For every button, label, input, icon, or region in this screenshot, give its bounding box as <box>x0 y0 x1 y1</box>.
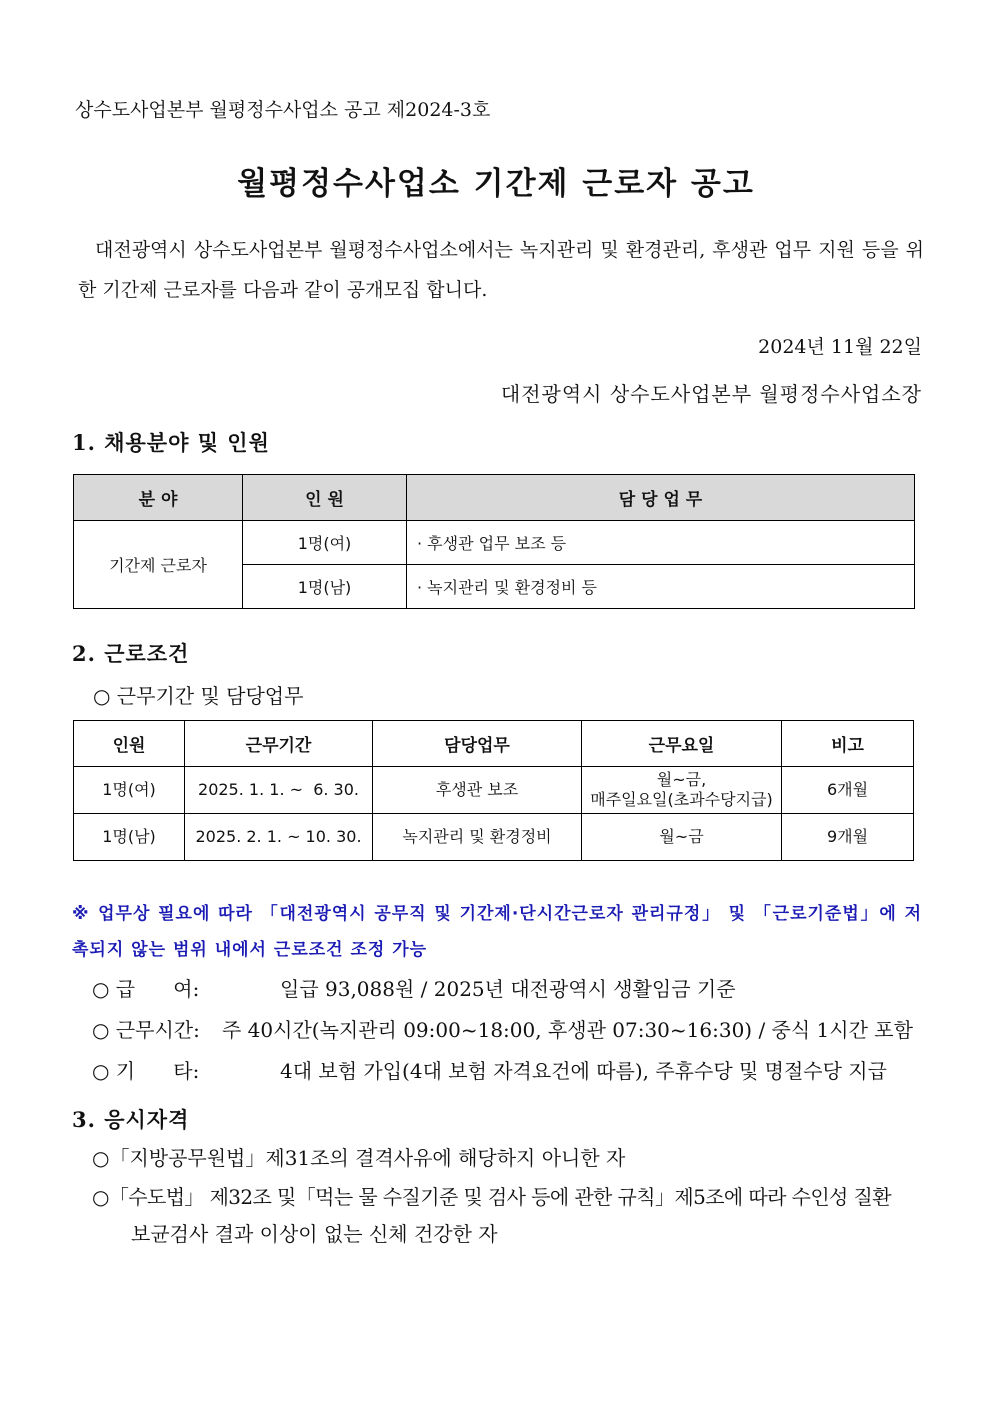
condition-label: ○ 기 타: <box>92 1059 200 1083</box>
conditions-table <box>73 720 914 861</box>
days-cell: 월~금 <box>582 814 782 861</box>
section3-heading: 3. 응시자격 <box>72 1107 190 1132</box>
duty-cell: · 녹지관리 및 환경정비 등 <box>407 565 915 609</box>
section1-heading: 1. 채용분야 및 인원 <box>72 430 270 455</box>
count-cell: 1명(여) <box>243 521 407 565</box>
note-cell: 6개월 <box>782 767 914 814</box>
caution-note: ※ 업무상 필요에 따라 「대전광역시 공무직 및 기간제·단시간근로자 관리규정」 및 「근로기준법」에 저촉되지 않는 범위 내에서 근로조건 조정 가능 <box>72 904 922 960</box>
duty-cell: 후생관 보조 <box>373 767 582 814</box>
period-cell: 2025. 2. 1. ~ 10. 30. <box>185 814 373 861</box>
condition-label: ○ 급 여: <box>92 977 200 1001</box>
condition-text: 일급 93,088원 / 2025년 대전광역시 생활임금 기준 <box>280 977 736 1001</box>
condition-etc <box>92 1055 887 1084</box>
requirement-item: ○「지방공무원법」제31조의 결격사유에 해당하지 아니한 자 <box>92 1146 626 1170</box>
days-cell <box>582 767 782 814</box>
note-cell: 9개월 <box>782 814 914 861</box>
duty-cell: · 후생관 업무 보조 등 <box>407 521 915 565</box>
count-cell: 1명(남) <box>243 565 407 609</box>
days-line: 월~금, <box>656 770 707 789</box>
header-days: 근무요일 <box>582 721 782 767</box>
recruitment-table <box>73 474 915 609</box>
condition-hours <box>92 1014 913 1043</box>
header-count: 인원 <box>74 721 185 767</box>
header-note: 비고 <box>782 721 914 767</box>
section2-heading: 2. 근로조건 <box>72 641 190 666</box>
notice-date: 2024년 11월 22일 <box>758 336 922 358</box>
table-row <box>74 521 915 565</box>
header-field: 분 야 <box>74 475 243 521</box>
requirement-item-cont: 보균검사 결과 이상이 없는 신체 건강한 자 <box>131 1222 498 1246</box>
section2-subheading: ○ 근무기간 및 담당업무 <box>93 684 304 708</box>
condition-label: ○ 근무시간: <box>92 1018 200 1042</box>
table-row <box>74 767 914 814</box>
requirement-item: ○「수도법」 제32조 및「먹는 물 수질기준 및 검사 등에 관한 규칙」제5조에 따라 수인성 질환 <box>92 1185 891 1209</box>
header-duty: 담 당 업 무 <box>407 475 915 521</box>
intro-paragraph: 대전광역시 상수도사업본부 월평정수사업소에서는 녹지관리 및 환경관리, 후생관 업무 지원 등을 위한 기간제 근로자를 다음과 같이 공개모집 합니다. <box>78 239 924 301</box>
page-title: 월평정수사업소 기간제 근로자 공고 <box>237 166 755 202</box>
condition-wage <box>92 973 736 1002</box>
issuer: 대전광역시 상수도사업본부 월평정수사업소장 <box>500 382 922 406</box>
count-cell: 1명(남) <box>74 814 185 861</box>
days-line: 매주일요일(초과수당지급) <box>590 790 773 809</box>
count-cell: 1명(여) <box>74 767 185 814</box>
duty-cell: 녹지관리 및 환경정비 <box>373 814 582 861</box>
header-period: 근무기간 <box>185 721 373 767</box>
condition-text: 4대 보험 가입(4대 보험 자격요건에 따름), 주휴수당 및 명절수당 지급 <box>280 1059 887 1083</box>
header-duty: 담당업무 <box>373 721 582 767</box>
condition-text: 주 40시간(녹지관리 09:00~18:00, 후생관 07:30~16:30) / 중식 1시간 포함 <box>222 1018 913 1042</box>
field-cell: 기간제 근로자 <box>74 521 243 609</box>
period-cell: 2025. 1. 1. ~ 6. 30. <box>185 767 373 814</box>
table-row <box>74 814 914 861</box>
header-count: 인 원 <box>243 475 407 521</box>
notice-number: 상수도사업본부 월평정수사업소 공고 제2024-3호 <box>75 99 491 121</box>
